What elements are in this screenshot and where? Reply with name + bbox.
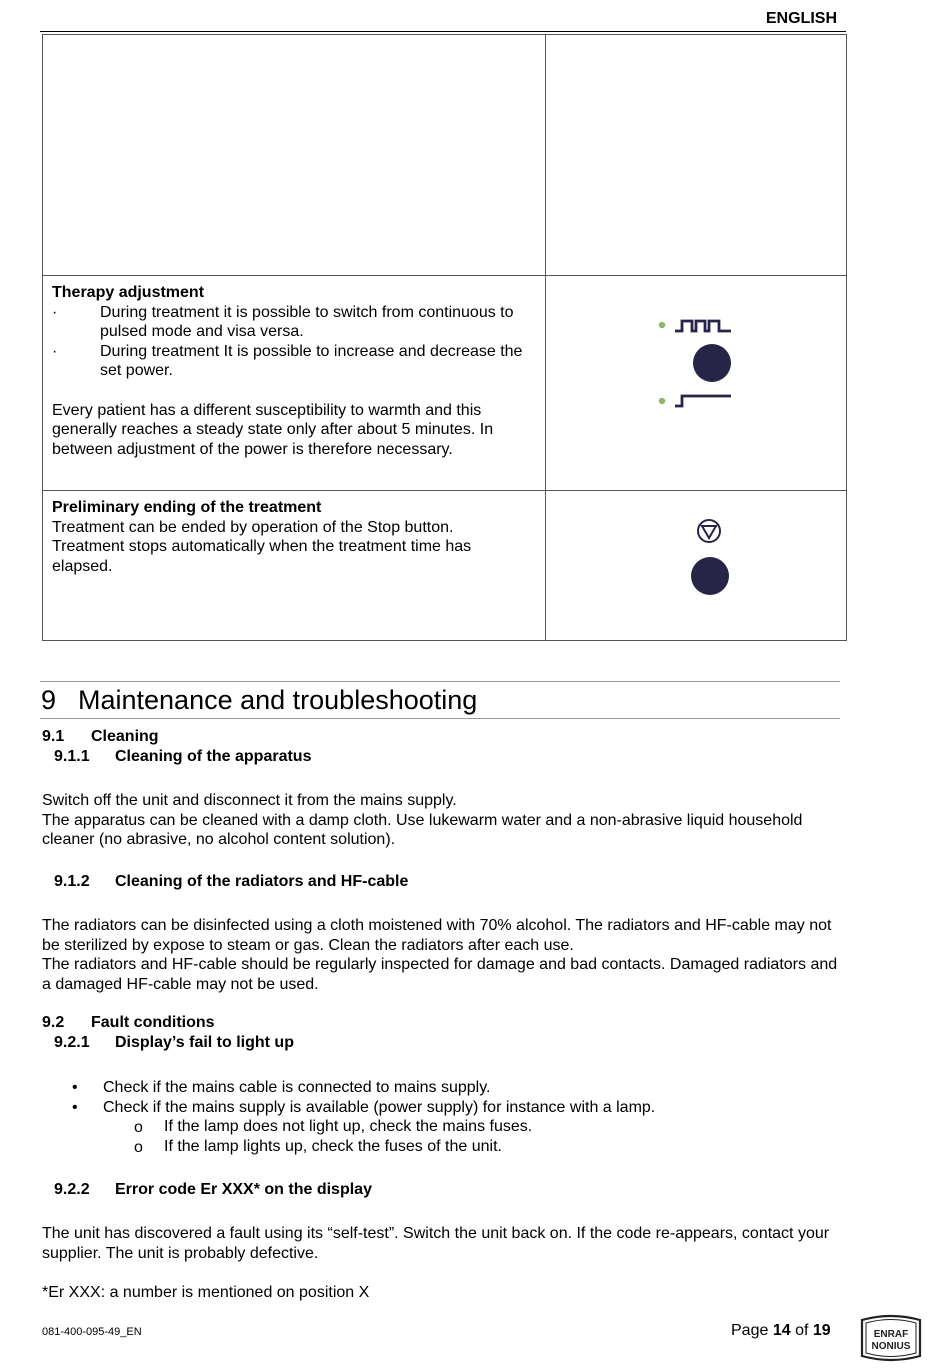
therapy-adjustment-paragraph: Every patient has a different susceptibility to warmth and this generally reaches a steady state only after about 5 minutes. In between adjustment of the power is therefore necessary.: [52, 401, 494, 458]
therapy-icons-svg: [546, 276, 848, 492]
pulsed-mode-icon: [659, 321, 731, 331]
heading-9-1-1-title: Cleaning of the apparatus: [115, 748, 312, 765]
table-cell-empty: [545, 34, 847, 276]
logo-shape: [859, 1314, 923, 1362]
therapy-adjustment-icons-cell: [545, 275, 847, 491]
continuous-waveform: [675, 396, 731, 406]
paragraph-line: The apparatus can be cleaned with a damp cloth. Use lukewarm water and a non-abrasive liquid household cleaner (no abrasive, no alcohol content solution).: [42, 811, 803, 849]
subbullet-text: If the lamp does not light up, check the mains fuses.: [164, 1118, 533, 1135]
instruction-table: [42, 34, 847, 641]
list-item: [52, 342, 533, 381]
logo-text-line1: ENRAF: [873, 1329, 909, 1340]
language-label: ENGLISH: [765, 10, 837, 27]
continuous-mode-icon: [659, 396, 731, 406]
heading-9-1-number: 9.1: [42, 728, 65, 745]
logo-text-line2: NONIUS: [871, 1341, 911, 1352]
heading-9-1-title: Cleaning: [91, 728, 159, 745]
round-button-icon: [691, 557, 729, 595]
preliminary-ending-line: Treatment stops automatically when the treatment time has elapsed.: [52, 538, 472, 575]
stop-icons-svg: [546, 491, 848, 642]
preliminary-ending-title: Preliminary ending of the treatment: [52, 499, 322, 516]
bullet-text: During treatment it is possible to switch from continuous to pulsed mode and visa versa.: [100, 303, 514, 341]
stop-icon: [698, 520, 720, 542]
heading-9-2-2-number: 9.2.2: [54, 1181, 90, 1198]
therapy-adjustment-title: Therapy adjustment: [52, 284, 205, 301]
round-button-icon: [693, 344, 731, 382]
heading-9-1-2-title: Cleaning of the radiators and HF-cable: [115, 873, 409, 890]
bullet-text: Check if the mains cable is connected to mains supply.: [103, 1079, 491, 1096]
section-number: 9: [41, 685, 57, 715]
heading-9-2-title: Fault conditions: [91, 1014, 215, 1031]
bullet-marker: •: [72, 1099, 78, 1116]
heading-9-2-1-title: Display’s fail to light up: [115, 1034, 294, 1051]
section-9-heading: [40, 681, 840, 719]
preliminary-ending-line: Treatment can be ended by operation of the Stop button.: [52, 518, 454, 536]
bullet-marker: ·: [52, 303, 58, 321]
bullet-text: During treatment It is possible to increase and decrease the set power.: [100, 342, 523, 380]
error-code-note: *Er XXX: a number is mentioned on position X: [42, 1284, 370, 1301]
enraf-nonius-logo: [859, 1314, 923, 1362]
page-prefix: Page: [731, 1322, 769, 1339]
cleaning-radiators-text: [42, 916, 842, 994]
page-of: of: [795, 1322, 809, 1339]
subbullet-text: If the lamp lights up, check the fuses of the unit.: [164, 1138, 502, 1155]
subbullet-marker: o: [134, 1119, 143, 1136]
document-code: 081-400-095-49_EN: [42, 1326, 142, 1338]
pulsed-indicator-led: [659, 322, 665, 328]
subbullet-marker: o: [134, 1139, 143, 1156]
paragraph-line: The radiators can be disinfected using a cloth moistened with 70% alcohol. The radiators and HF-cable may not be sterilized by expose to steam or gas. Clean the radiators after each use.: [42, 917, 832, 954]
therapy-adjustment-cell: [42, 275, 546, 491]
heading-9-2-1-number: 9.2.1: [54, 1034, 90, 1051]
preliminary-ending-icons-cell: [545, 490, 847, 641]
page-total: 19: [812, 1322, 831, 1339]
cleaning-apparatus-text: [42, 791, 842, 850]
heading-9-2-number: 9.2: [42, 1014, 65, 1031]
bullet-marker: ·: [52, 342, 58, 360]
error-code-text: The unit has discovered a fault using its “self-test”. Switch the unit back on. If the code re-appears, contact your supplier. The unit is probably defective.: [42, 1225, 830, 1262]
heading-9-1-1-number: 9.1.1: [54, 748, 90, 765]
bullet-marker: •: [72, 1079, 78, 1096]
page-indicator: [731, 1322, 831, 1340]
pulsed-waveform: [675, 321, 731, 331]
paragraph-line: The radiators and HF-cable should be regularly inspected for damage and bad contacts. Damaged radiators and a damaged HF-cable may not be used.: [42, 956, 838, 993]
continuous-indicator-led: [659, 398, 665, 404]
section-title: Maintenance and troubleshooting: [78, 685, 478, 715]
heading-9-2-2-title: Error code Er XXX* on the display: [115, 1181, 372, 1198]
preliminary-ending-cell: [42, 490, 546, 641]
heading-9-1-2-number: 9.1.2: [54, 873, 90, 890]
header-rule: [40, 31, 846, 32]
bullet-text: Check if the mains supply is available (power supply) for instance with a lamp.: [103, 1099, 656, 1116]
list-item: [52, 303, 533, 342]
paragraph-line: Switch off the unit and disconnect it from the mains supply.: [42, 792, 457, 809]
table-cell-empty: [42, 34, 546, 276]
page-current: 14: [772, 1322, 791, 1339]
